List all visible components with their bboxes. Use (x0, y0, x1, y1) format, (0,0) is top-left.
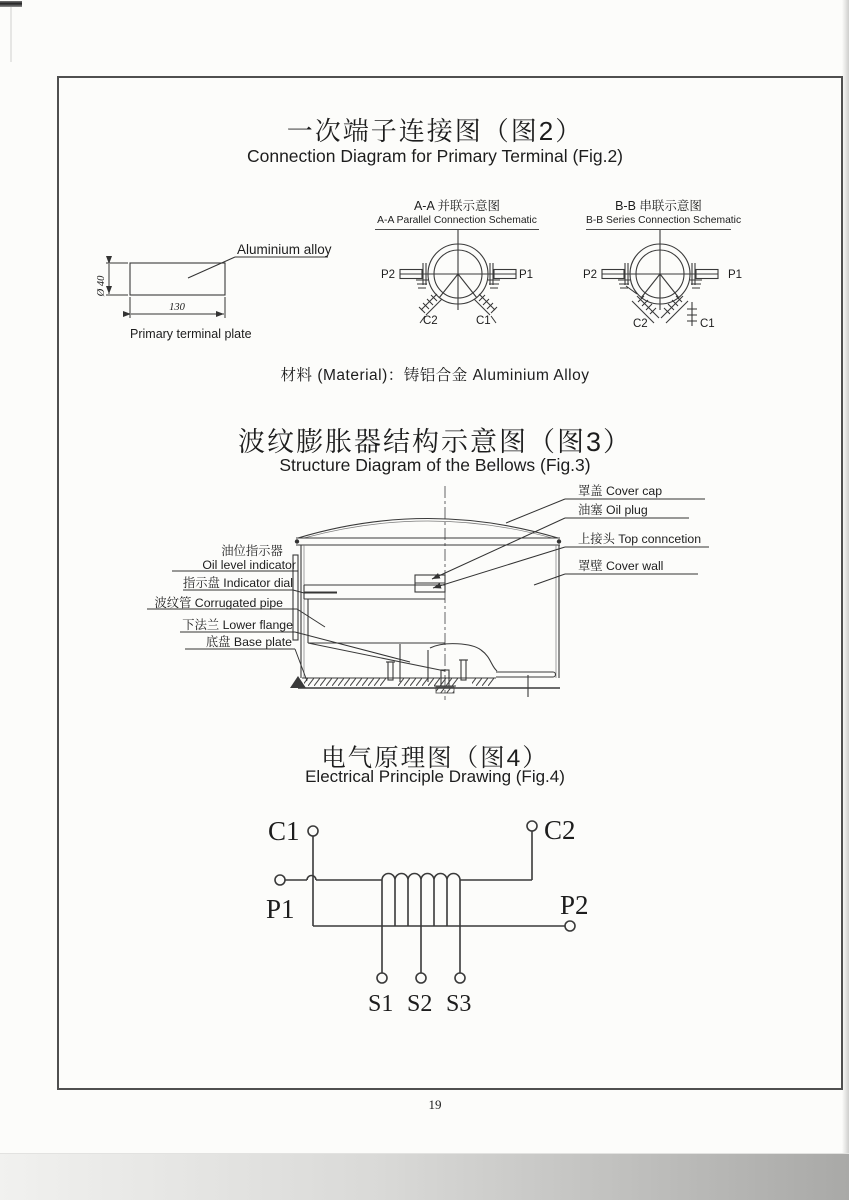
page-number: 19 (428, 1097, 442, 1112)
terminal-s2: S2 (407, 991, 433, 1017)
circuit-wires (275, 821, 575, 931)
bb-terminal-p2: P2 (583, 269, 598, 281)
material-line: 材料 (Material)：铸铝合金 Aluminium Alloy (280, 367, 590, 384)
plate-callout-label: Aluminium alloy (237, 242, 332, 257)
fig2-title-en: Connection Diagram for Primary Terminal (Fig.2) (246, 146, 624, 166)
aa-terminal-c2: C2 (423, 315, 438, 327)
terminal-p1: P1 (266, 894, 295, 924)
fig4-title-en: Electrical Principle Drawing (Fig.4) (305, 767, 565, 786)
bb-caption-en: B-B Series Connection Schematic (586, 214, 742, 226)
terminal-p2: P2 (560, 890, 589, 920)
scan-artifact-smudge (10, 7, 12, 62)
bb-terminal-c1: C1 (700, 318, 715, 330)
aa-caption-en: A-A Parallel Connection Schematic (377, 214, 537, 226)
aa-terminal-c1: C1 (476, 315, 491, 327)
label-indicator-dial: 指示盘 Indicator dial (182, 576, 293, 590)
fig3-title-zh: 波纹膨胀器结构示意图（图3） (237, 427, 632, 457)
electrical-principle-circuit (248, 806, 608, 1026)
label-lower-flange: 下法兰 Lower flange (182, 618, 293, 632)
bb-terminal-p1: P1 (728, 269, 743, 281)
aa-terminal-p2: P2 (381, 269, 396, 281)
bb-terminal-c2: C2 (633, 318, 648, 330)
bb-schematic-caption (586, 199, 742, 230)
scan-edge-shadow-right (842, 0, 849, 1200)
label-cover-cap: 罩盖 Cover cap (578, 484, 663, 498)
terminal-s3: S3 (446, 991, 472, 1017)
terminal-c1: C1 (268, 816, 300, 846)
label-base-plate: 底盘 Base plate (205, 635, 292, 649)
aa-terminal-p1: P1 (519, 269, 534, 281)
label-cover-wall: 罩壁 Cover wall (578, 559, 664, 573)
callout-leader (188, 257, 328, 278)
scan-edge-shadow-bottom (0, 1153, 849, 1200)
fig3-title-en: Structure Diagram of the Bellows (Fig.3) (279, 455, 591, 475)
bb-core (602, 230, 718, 310)
dimension-diameter (106, 263, 128, 295)
label-oil-level-indicator-zh: 油位指示器 (221, 544, 283, 558)
primary-terminal-plate-drawing (95, 238, 345, 350)
primary-winding-coil (382, 874, 460, 927)
bb-caption-zh: B-B 串联示意图 (615, 199, 702, 213)
fig2-title-zh: 一次端子连接图（图2） (286, 116, 584, 146)
plate-diameter-dim: Ø 40 (96, 275, 107, 297)
secondary-taps (377, 926, 465, 983)
label-corrugated-pipe: 波纹管 Corrugated pipe (154, 596, 283, 610)
plate-caption: Primary terminal plate (130, 327, 252, 341)
aa-parallel-schematic (375, 230, 545, 330)
label-oil-plug: 油塞 Oil plug (578, 503, 648, 517)
aa-schematic-caption (375, 199, 539, 230)
bellows-structure-drawing (140, 478, 740, 708)
bb-series-schematic (580, 230, 750, 330)
fig4-title-zh: 电气原理图（图4） (321, 745, 549, 772)
aa-core (400, 230, 516, 310)
label-oil-level-indicator-en: Oil level indicator (202, 558, 296, 572)
terminal-c2: C2 (544, 815, 576, 845)
terminal-s1: S1 (368, 991, 394, 1017)
aa-caption-zh: A-A 并联示意图 (413, 199, 501, 213)
plate-length-dim: 130 (169, 302, 185, 313)
label-top-connection: 上接头 Top conncetion (578, 532, 702, 546)
